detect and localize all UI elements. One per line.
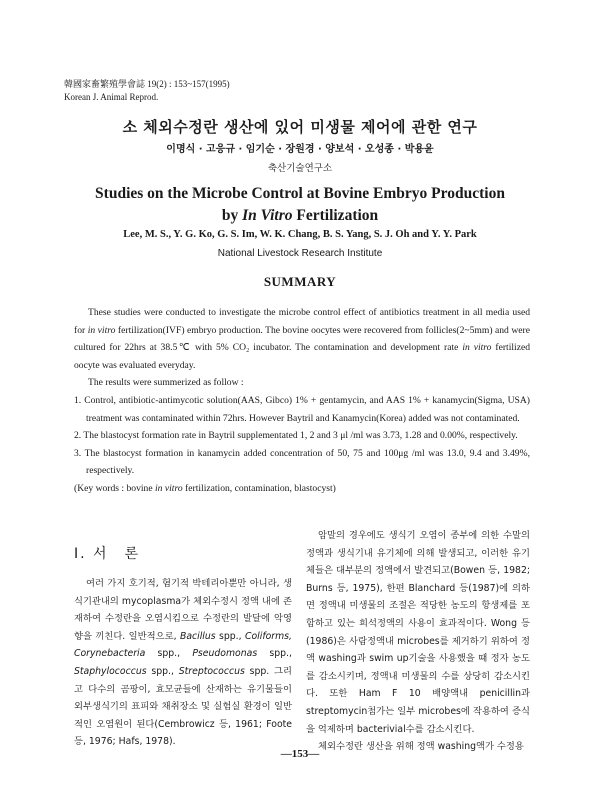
english-title-line1: Studies on the Microbe Control at Bovine Embryo Production <box>95 185 505 202</box>
species-name: Bacillus <box>179 630 216 642</box>
korean-title: 소 체외수정란 생산에 있어 미생물 제어에 관한 연구 <box>122 118 478 136</box>
result-item-1: 1. Control, antibiotic-antimycotic solution(AAS, Gibco) 1% + gentamycin, and AAS 1% + kanamycin(Sigma, USA) treatment was contaminated within 72hrs. However Baytril and Kanamycin(Korea) added was not contaminated. <box>74 394 530 424</box>
summary-heading: SUMMARY <box>263 274 337 289</box>
abstract-text: fertilization(IVF) embryo production. The bovine oocytes were recovered from follicles(2~5mm) and were cultured for 22hrs at 38.5℃ with 5% CO₂ incubator. The contamination and development rate <box>74 324 530 354</box>
introduction-heading: Ⅰ. 서 론 <box>74 546 141 562</box>
journal-citation-english: Korean J. Animal Reprod. <box>64 92 159 102</box>
korean-authors: 이명식 · 고응규 · 임기순 · 장원경 · 양보석 · 오성종 · 박용윤 <box>166 144 434 155</box>
abstract-text: fertilized oocyte was evaluated everyday. <box>74 342 531 371</box>
keywords-text: fertilization, contamination, blastocyst) <box>185 482 336 494</box>
page-number: —153— <box>280 748 320 760</box>
species-name: Coliforms, Corynebacteria <box>74 630 292 660</box>
abstract-text: These studies were conducted to investigate the microbe control effect of antibiotics treatment in all media used for <box>74 307 530 336</box>
right-column-paragraph-2: 체외수정란 생산을 위해 정액 washing액가 수정용 <box>318 741 524 753</box>
result-item-2: 2. The blastocyst formation rate in Baytril supplementated 1, 2 and 3 μl /ml was 3.73, 1.28 and 0.00%, respectively. <box>74 430 518 442</box>
species-name: Pseudomonas <box>192 648 258 660</box>
english-title-line2 <box>0 205 600 227</box>
left-column-paragraph <box>74 575 292 751</box>
abstract-paragraph-2: The results were summerized as follow : <box>88 377 244 389</box>
body-text: spp., <box>219 630 242 642</box>
body-text: spp., <box>157 648 181 660</box>
english-authors: Lee, M. S., Y. G. Ko, G. S. Im, W. K. Chang, B. S. Yang, S. J. Oh and Y. Y. Park <box>123 229 477 240</box>
abstract-body <box>74 304 530 498</box>
journal-citation-korean: 韓國家畜繁殖學會誌 19(2) : 153~157(1995) <box>64 79 230 89</box>
body-text: spp., <box>151 665 174 677</box>
body-text: 여러 가지 호기적, 혐기적 박테리아뿐만 아니라, 생식기관내의 mycoplasma가 체외수정시 정액 내에 존재하여 수정란을 오염시킴으로 수정란의 발달에 악영향을 끼친다. 일반적으로, <box>74 578 292 642</box>
english-title-end: Fertilization <box>296 207 379 224</box>
korean-institution: 축산기술연구소 <box>267 163 333 174</box>
left-column <box>74 575 292 751</box>
english-title-italic: In Vitro <box>242 207 293 224</box>
keywords <box>74 480 530 498</box>
abstract-italic: in vitro <box>462 342 492 354</box>
right-column <box>306 527 530 756</box>
species-name: Staphylococcus <box>74 665 147 677</box>
keywords-text: (Key words : bovine <box>74 482 153 494</box>
species-name: Streptococcus <box>178 665 245 677</box>
abstract-paragraph-1 <box>74 304 530 374</box>
english-institution: National Livestock Research Institute <box>217 248 383 259</box>
body-text: spp. 그리고 다수의 곰팡이, 효모균들에 산재하는 유기물들이 외부생식기의 표피와 채취장소 및 실험실 환경이 일반적인 오염원이 된다(Cembrowicz 등, 1961; Foote 등, 1976; Hafs, 1978). <box>74 665 292 748</box>
english-title <box>0 183 600 227</box>
journal-header <box>64 78 230 104</box>
right-column-paragraph-1: 암말의 경우에도 생식기 오염이 종부에 의한 수말의 정액과 생식기내 유기체에 의해 발생되고, 이러한 유기체들은 대부분의 정액에서 발견되고(Bowen 등, 1982; Burns 등, 1975), 한편 Blanchard 등(1987)에 의하면 정액내 미생물의 조절은 적당한 농도의 항생제를 포함하고 있는 희석정액의 사용이 효과적이다. Wong 등(1986)은 사람정액내 microbes를 제거하기 위하여 정액 washing과 swim up기술을 사용했을 때 정자 농도를 감소시키며, 정액내 미생물의 수를 상당히 감소시킨다. 또한 Ham F 10 배양액내 penicillin과 streptomycin첨가는 일부 microbes에 작용하여 증식을 억제하며 bacterivial수를 감소시킨다. <box>306 530 530 735</box>
result-item-3: 3. The blastocyst formation in kanamycin added concentration of 50, 75 and 100μg /ml was 13.0, 9.4 and 3.49%, respectively. <box>74 447 530 477</box>
abstract-italic: in vitro <box>87 324 116 336</box>
english-title-by: by <box>221 207 239 224</box>
keywords-italic: in vitro <box>155 482 183 494</box>
body-text: spp., <box>269 648 292 660</box>
